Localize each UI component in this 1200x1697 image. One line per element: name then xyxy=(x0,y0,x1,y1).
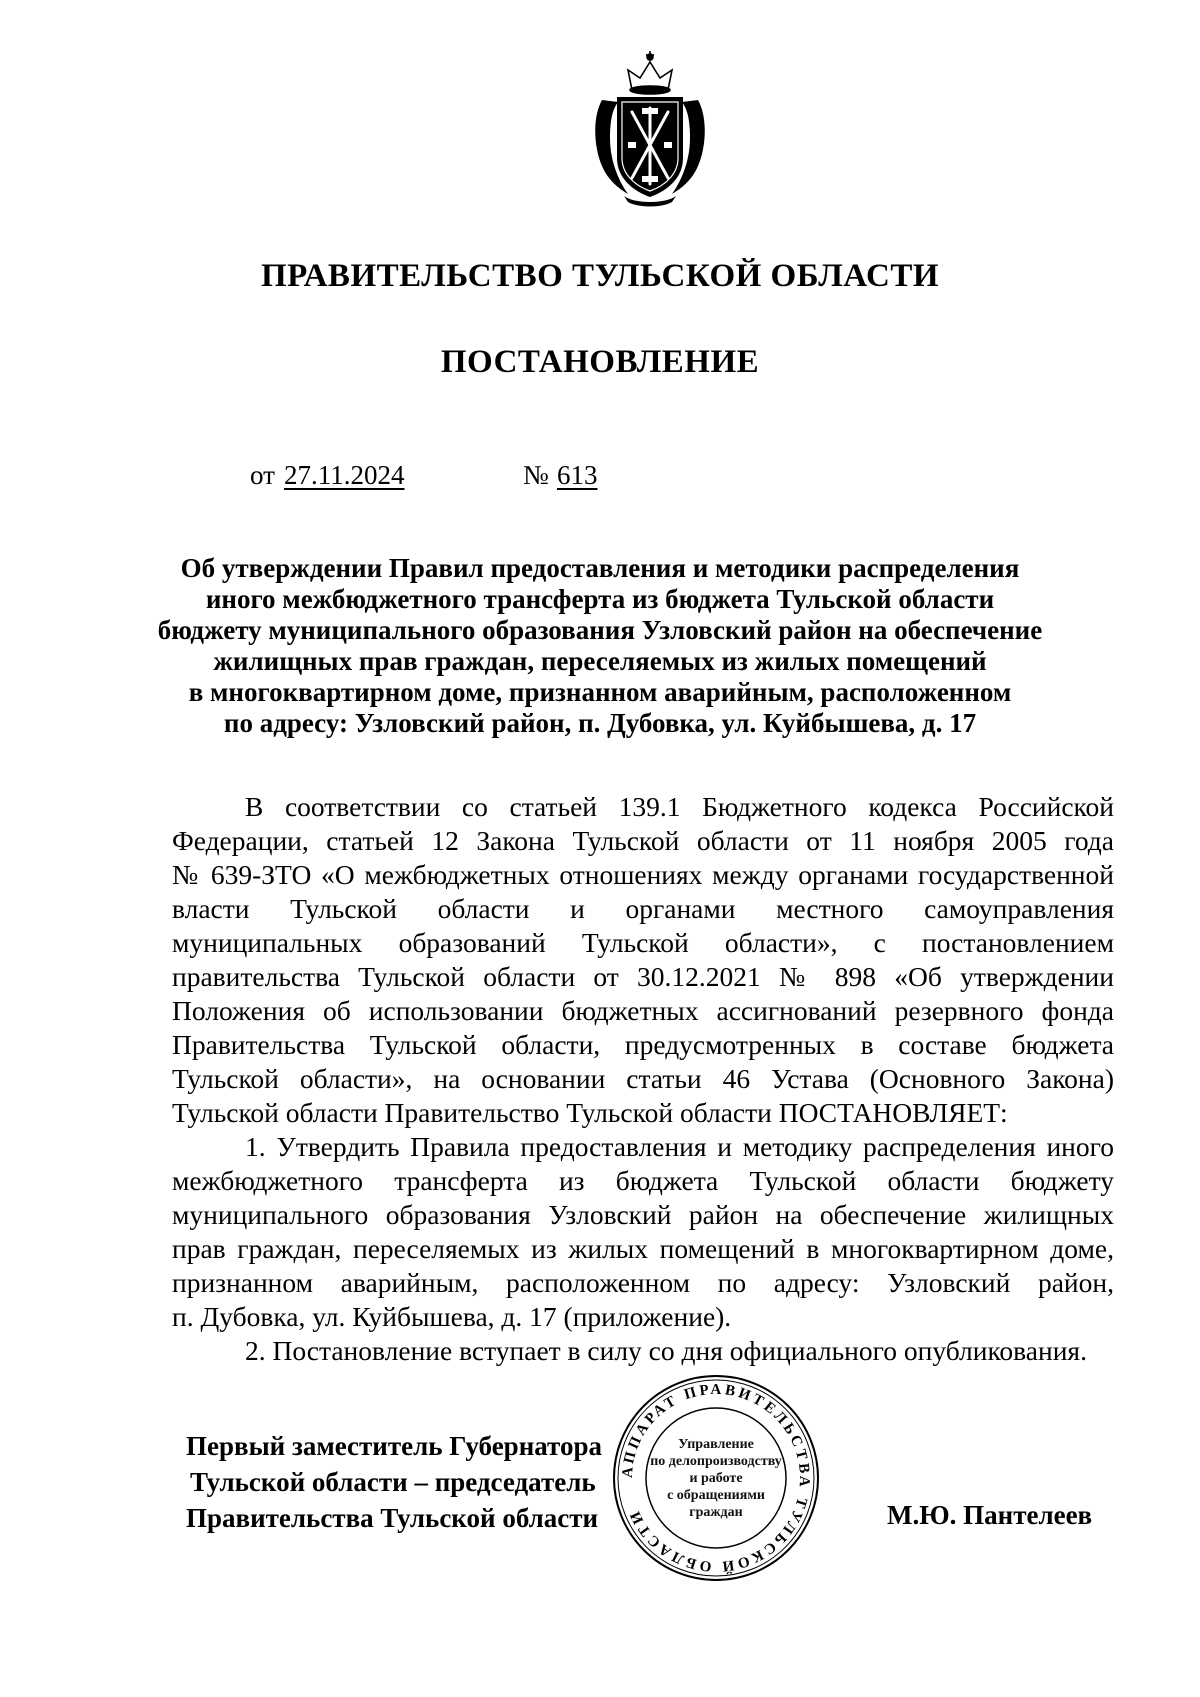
stamp-line: граждан xyxy=(689,1505,743,1520)
heading-line: жилищных прав граждан, переселяемых из жилых помещений xyxy=(213,646,987,676)
document-date: 27.11.2024 xyxy=(284,460,405,490)
stamp-line: Управление xyxy=(678,1437,754,1452)
body-line: В соответствии со статьей 139.1 Бюджетного кодекса Российской xyxy=(245,791,1114,822)
body-line: 1. Утвердить Правила предоставления и методику распределения иного xyxy=(245,1131,1114,1162)
body-line: Федерации, статьей 12 Закона Тульской области от 11 ноября 2005 года xyxy=(172,825,1114,856)
stamp-line: и работе xyxy=(689,1471,743,1486)
body-line: п. Дубовка, ул. Куйбышева, д. 17 (приложение). xyxy=(172,1301,732,1332)
stamp-center-text xyxy=(641,1436,791,1521)
position-line: Тульской области – председатель xyxy=(190,1467,596,1497)
body-line: прав граждан, переселяемых из жилых помещений в многоквартирном доме, xyxy=(172,1233,1114,1264)
body-line: № 639-ЗТО «О межбюджетных отношениях между органами государственной xyxy=(172,859,1114,890)
stamp-line: с обращениями xyxy=(667,1488,765,1503)
body-line: Тульской области», на основании статьи 46 Устава (Основного Закона) xyxy=(172,1063,1114,1094)
body-line: Правительства Тульской области, предусмотренных в составе бюджета xyxy=(172,1029,1114,1060)
heading-line: по адресу: Узловский район, п. Дубовка, ул. Куйбышева, д. 17 xyxy=(223,708,977,738)
document-type: ПОСТАНОВЛЕНИЕ xyxy=(440,344,760,380)
heading-line: Об утверждении Правил предоставления и методики распределения xyxy=(180,553,1020,583)
document-body xyxy=(172,790,1114,1368)
body-line: Тульской области Правительство Тульской области ПОСТАНОВЛЯЕТ: xyxy=(172,1097,1008,1128)
signatory-name: М.Ю. Пантелеев xyxy=(887,1500,1093,1530)
body-line: власти Тульской области и органами местного самоуправления xyxy=(172,893,1114,924)
date-prefix: от xyxy=(250,460,275,490)
government-title: ПРАВИТЕЛЬСТВО ТУЛЬСКОЙ ОБЛАСТИ xyxy=(261,258,939,294)
number-prefix: № xyxy=(523,460,549,490)
body-line: муниципальных образований Тульской области», с постановлением xyxy=(172,927,1114,958)
stamp-line: по делопроизводству xyxy=(650,1454,782,1469)
signatory-position xyxy=(186,1428,602,1536)
heading-line: иного межбюджетного трансферта из бюджета Тульской области xyxy=(205,584,995,614)
position-line: Первый заместитель Губернатора xyxy=(186,1431,602,1461)
document-heading xyxy=(150,553,1050,739)
document-number: 613 xyxy=(557,460,598,490)
body-line: правительства Тульской области от 30.12.2021 № 898 «Об утверждении xyxy=(172,961,1114,992)
body-line: признанном аварийным, расположенном по адресу: Узловский район, xyxy=(172,1267,1114,1298)
stamp-ring-text: АППАРАТ ПРАВИТЕЛЬСТВА ТУЛЬСКОЙ ОБЛАСТИ xyxy=(619,1381,813,1575)
body-line: муниципального образования Узловский район на обеспечение жилищных xyxy=(172,1199,1114,1230)
tula-coat-of-arms-icon xyxy=(588,48,712,208)
body-line: Положения об использовании бюджетных ассигнований резервного фонда xyxy=(172,995,1114,1026)
heading-line: бюджету муниципального образования Узловский район на обеспечение xyxy=(157,615,1043,645)
heading-line: в многоквартирном доме, признанном аварийным, расположенном xyxy=(188,677,1012,707)
position-line: Правительства Тульской области xyxy=(186,1503,599,1533)
body-line: межбюджетного трансферта из бюджета Тульской области бюджету xyxy=(172,1165,1114,1196)
body-line: 2. Постановление вступает в силу со дня официального опубликования. xyxy=(245,1335,1087,1366)
